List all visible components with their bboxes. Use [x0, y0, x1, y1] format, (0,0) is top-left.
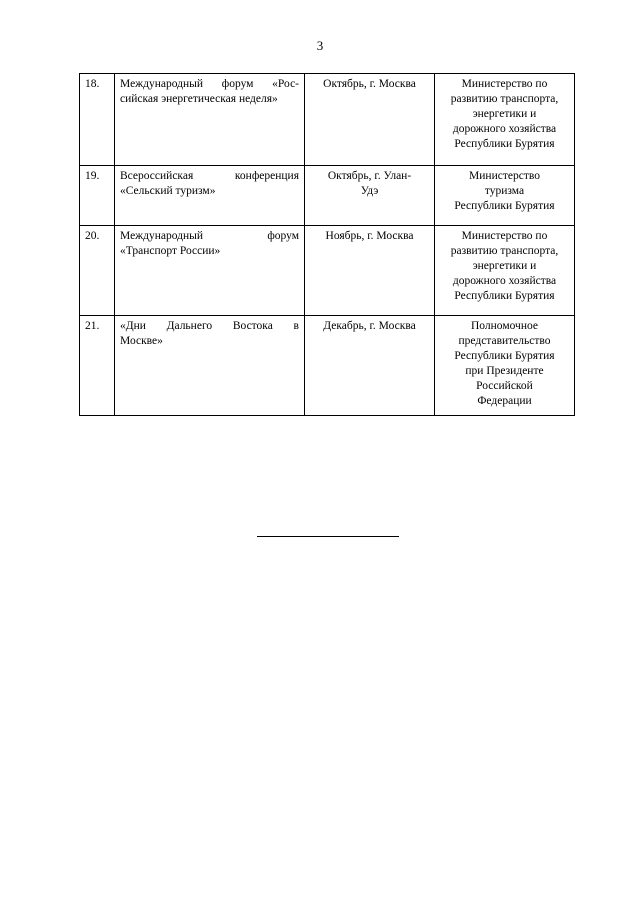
event-name-line: «Транспорт России»: [120, 245, 221, 257]
event-date-line: Октябрь, г. Москва: [323, 78, 416, 90]
event-organizer: [435, 166, 575, 226]
organizer-line: дорожного хозяйства: [452, 275, 557, 287]
row-number: 18.: [80, 74, 115, 166]
event-name: [115, 74, 305, 166]
event-date: [305, 226, 435, 316]
event-name-line: Международный форум «Рос-: [120, 78, 299, 90]
event-organizer: [435, 316, 575, 416]
organizer-line: Республики Бурятия: [454, 290, 555, 302]
organizer-line: при Президенте: [465, 365, 544, 377]
organizer-line: Республики Бурятия: [454, 138, 555, 150]
event-date-line: Декабрь, г. Москва: [323, 320, 416, 332]
table-row: [80, 74, 575, 166]
organizer-line: энергетики и: [472, 108, 537, 120]
event-organizer: [435, 226, 575, 316]
event-date: [305, 166, 435, 226]
event-name-line: сийская энергетическая неделя»: [120, 93, 278, 105]
event-name: [115, 166, 305, 226]
event-date: [305, 74, 435, 166]
table-row: [80, 166, 575, 226]
closing-rule-divider: [257, 536, 399, 537]
table-row: [80, 316, 575, 416]
organizer-line: дорожного хозяйства: [452, 123, 557, 135]
event-name: [115, 226, 305, 316]
event-name-line: «Сельский туризм»: [120, 185, 216, 197]
event-date-line: Ноябрь, г. Москва: [325, 230, 414, 242]
organizer-line: Республики Бурятия: [454, 200, 555, 212]
event-name: [115, 316, 305, 416]
event-name-line: Всероссийская конференция: [120, 170, 299, 182]
organizer-line: Российской: [476, 380, 533, 392]
event-name-line: Москве»: [120, 335, 163, 347]
events-table: [79, 73, 575, 416]
organizer-line: Министерство: [469, 170, 540, 182]
organizer-line: развитию транспорта,: [450, 245, 559, 257]
event-name-line: Международный форум: [120, 230, 299, 242]
event-date: [305, 316, 435, 416]
organizer-line: Министерство по: [461, 230, 548, 242]
organizer-line: Республики Бурятия: [454, 350, 555, 362]
event-date-line: Октябрь, г. Улан-: [327, 170, 412, 182]
row-number: 20.: [80, 226, 115, 316]
table-row: [80, 226, 575, 316]
organizer-line: Министерство по: [461, 78, 548, 90]
organizer-line: представительство: [458, 335, 551, 347]
row-number: 19.: [80, 166, 115, 226]
organizer-line: энергетики и: [472, 260, 537, 272]
row-number: 21.: [80, 316, 115, 416]
event-date-line: Удэ: [360, 185, 379, 197]
organizer-line: Федерации: [477, 395, 532, 407]
event-organizer: [435, 74, 575, 166]
organizer-line: развитию транспорта,: [450, 93, 559, 105]
organizer-line: туризма: [484, 185, 525, 197]
event-name-line: «Дни Дальнего Востока в: [120, 320, 299, 332]
organizer-line: Полномочное: [471, 320, 538, 332]
page-number: 3: [316, 38, 324, 53]
